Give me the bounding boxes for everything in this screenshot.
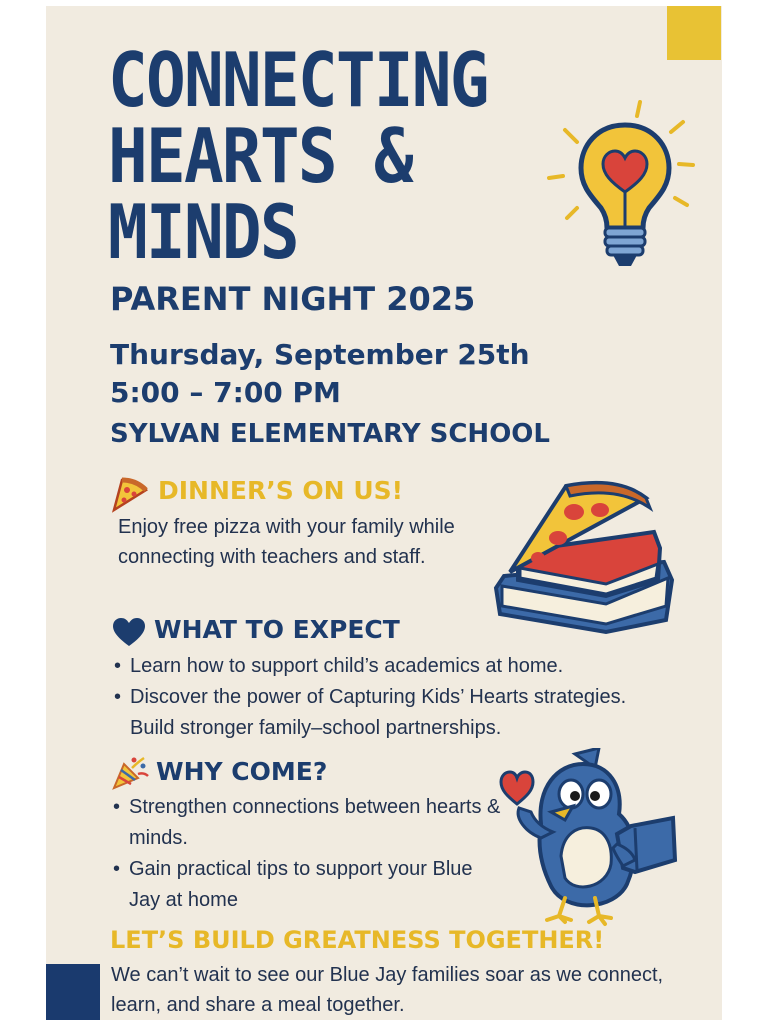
pizza-books-icon: [488, 468, 678, 640]
list-item: • Strengthen connections between hearts & minds.: [113, 792, 503, 854]
page-title: [108, 36, 566, 276]
event-date: Thursday, September 25th: [110, 338, 530, 371]
title-line-3: MINDS: [108, 188, 298, 276]
event-time: 5:00 – 7:00 PM: [110, 376, 341, 409]
corner-accent-bottom: [46, 964, 100, 1020]
expect-heading: WHAT TO EXPECT: [154, 615, 400, 644]
expect-list: [114, 651, 674, 744]
lightbulb-heart-icon: [545, 100, 695, 275]
why-heading: WHY COME?: [156, 757, 328, 786]
dinner-heading: DINNER’S ON US!: [158, 476, 404, 505]
closing-heading: LET’S BUILD GREATNESS TOGETHER!: [110, 926, 605, 954]
list-item: • Learn how to support child’s academics at home.: [114, 651, 674, 682]
event-location: SYLVAN ELEMENTARY SCHOOL: [110, 419, 550, 449]
title-line-1: CONNECTING: [108, 36, 488, 124]
event-subtitle: PARENT NIGHT 2025: [110, 280, 476, 318]
list-item: • Discover the power of Capturing Kids’ Hearts strategies. Build stronger family–school partnerships.: [114, 682, 674, 744]
party-popper-icon: [110, 752, 150, 792]
heart-icon: [112, 617, 146, 647]
blue-jay-mascot-icon: [495, 748, 680, 928]
title-line-2: HEARTS &: [108, 112, 412, 200]
pizza-slice-icon: [110, 474, 150, 514]
closing-message: We can’t wait to see our Blue Jay families soar as we connect, learn, and share a meal together.: [111, 964, 664, 1016]
corner-accent-top: [667, 6, 721, 60]
why-list: [113, 792, 503, 916]
dinner-description: Enjoy free pizza with your family while connecting with teachers and staff.: [118, 516, 455, 568]
list-item: • Gain practical tips to support your Blue Jay at home: [113, 854, 503, 916]
